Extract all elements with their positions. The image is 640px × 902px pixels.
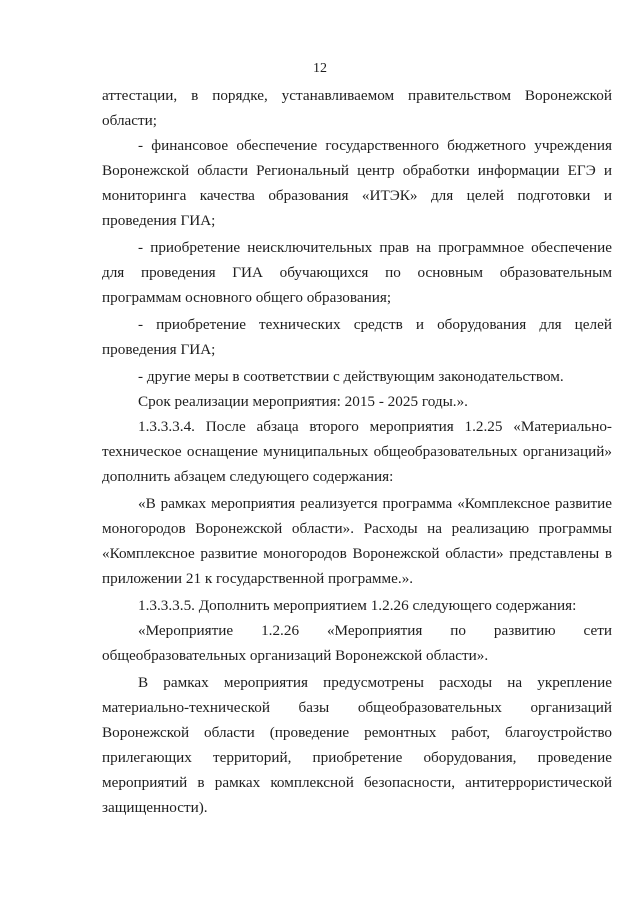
paragraph-amendment-1-3-3-3-5: 1.3.3.3.5. Дополнить мероприятием 1.2.26 следующего содержания: [138, 597, 577, 614]
paragraph-technical-equipment: - приобретение технических средств и оборудования для целей проведения ГИА; [102, 316, 612, 358]
paragraph-implementation-period: Срок реализации мероприятия: 2015 - 2025 годы.». [138, 393, 468, 410]
paragraph-monotowns-program: «В рамках мероприятия реализуется программа «Комплексное развитие моногородов Воронежской области». Расходы на реализацию программы «Комплексное развитие моногородов Воронежской области» представлены в приложении 21 к государственной программе.». [102, 495, 612, 587]
paragraph-attestation-continuation: аттестации, в порядке, устанавливаемом правительством Воронежской области; [102, 87, 612, 129]
paragraph-measure-1-2-26-description: В рамках мероприятия предусмотрены расходы на укрепление материально-технической базы общеобразовательных организаций Воронежской области (проведение ремонтных работ, благоустройство прилегающих территорий, приобретение оборудования, проведение мероприятий в рамках комплексной безопасности, антитеррористической защищенности). [102, 674, 612, 816]
paragraph-software-rights: - приобретение неисключительных прав на программное обеспечение для проведения ГИА обучающихся по основным образовательным программам основного общего образования; [102, 239, 612, 306]
paragraph-amendment-1-3-3-3-4: 1.3.3.3.4. После абзаца второго мероприятия 1.2.25 «Материально-техническое оснащение муниципальных общеобразовательных организаций» дополнить абзацем следующего содержания: [102, 418, 612, 485]
paragraph-other-measures: - другие меры в соответствии с действующим законодательством. [138, 368, 564, 385]
page-number: 12 [313, 61, 327, 76]
paragraph-measure-1-2-26-title: «Мероприятие 1.2.26 «Мероприятия по развитию сети общеобразовательных организаций Воронежской области». [102, 622, 612, 664]
document-body [102, 83, 612, 822]
paragraph-financial-support: - финансовое обеспечение государственного бюджетного учреждения Воронежской области Региональный центр обработки информации ЕГЭ и мониторинга качества образования «ИТЭК» для целей подготовки и проведения ГИА; [102, 137, 612, 229]
